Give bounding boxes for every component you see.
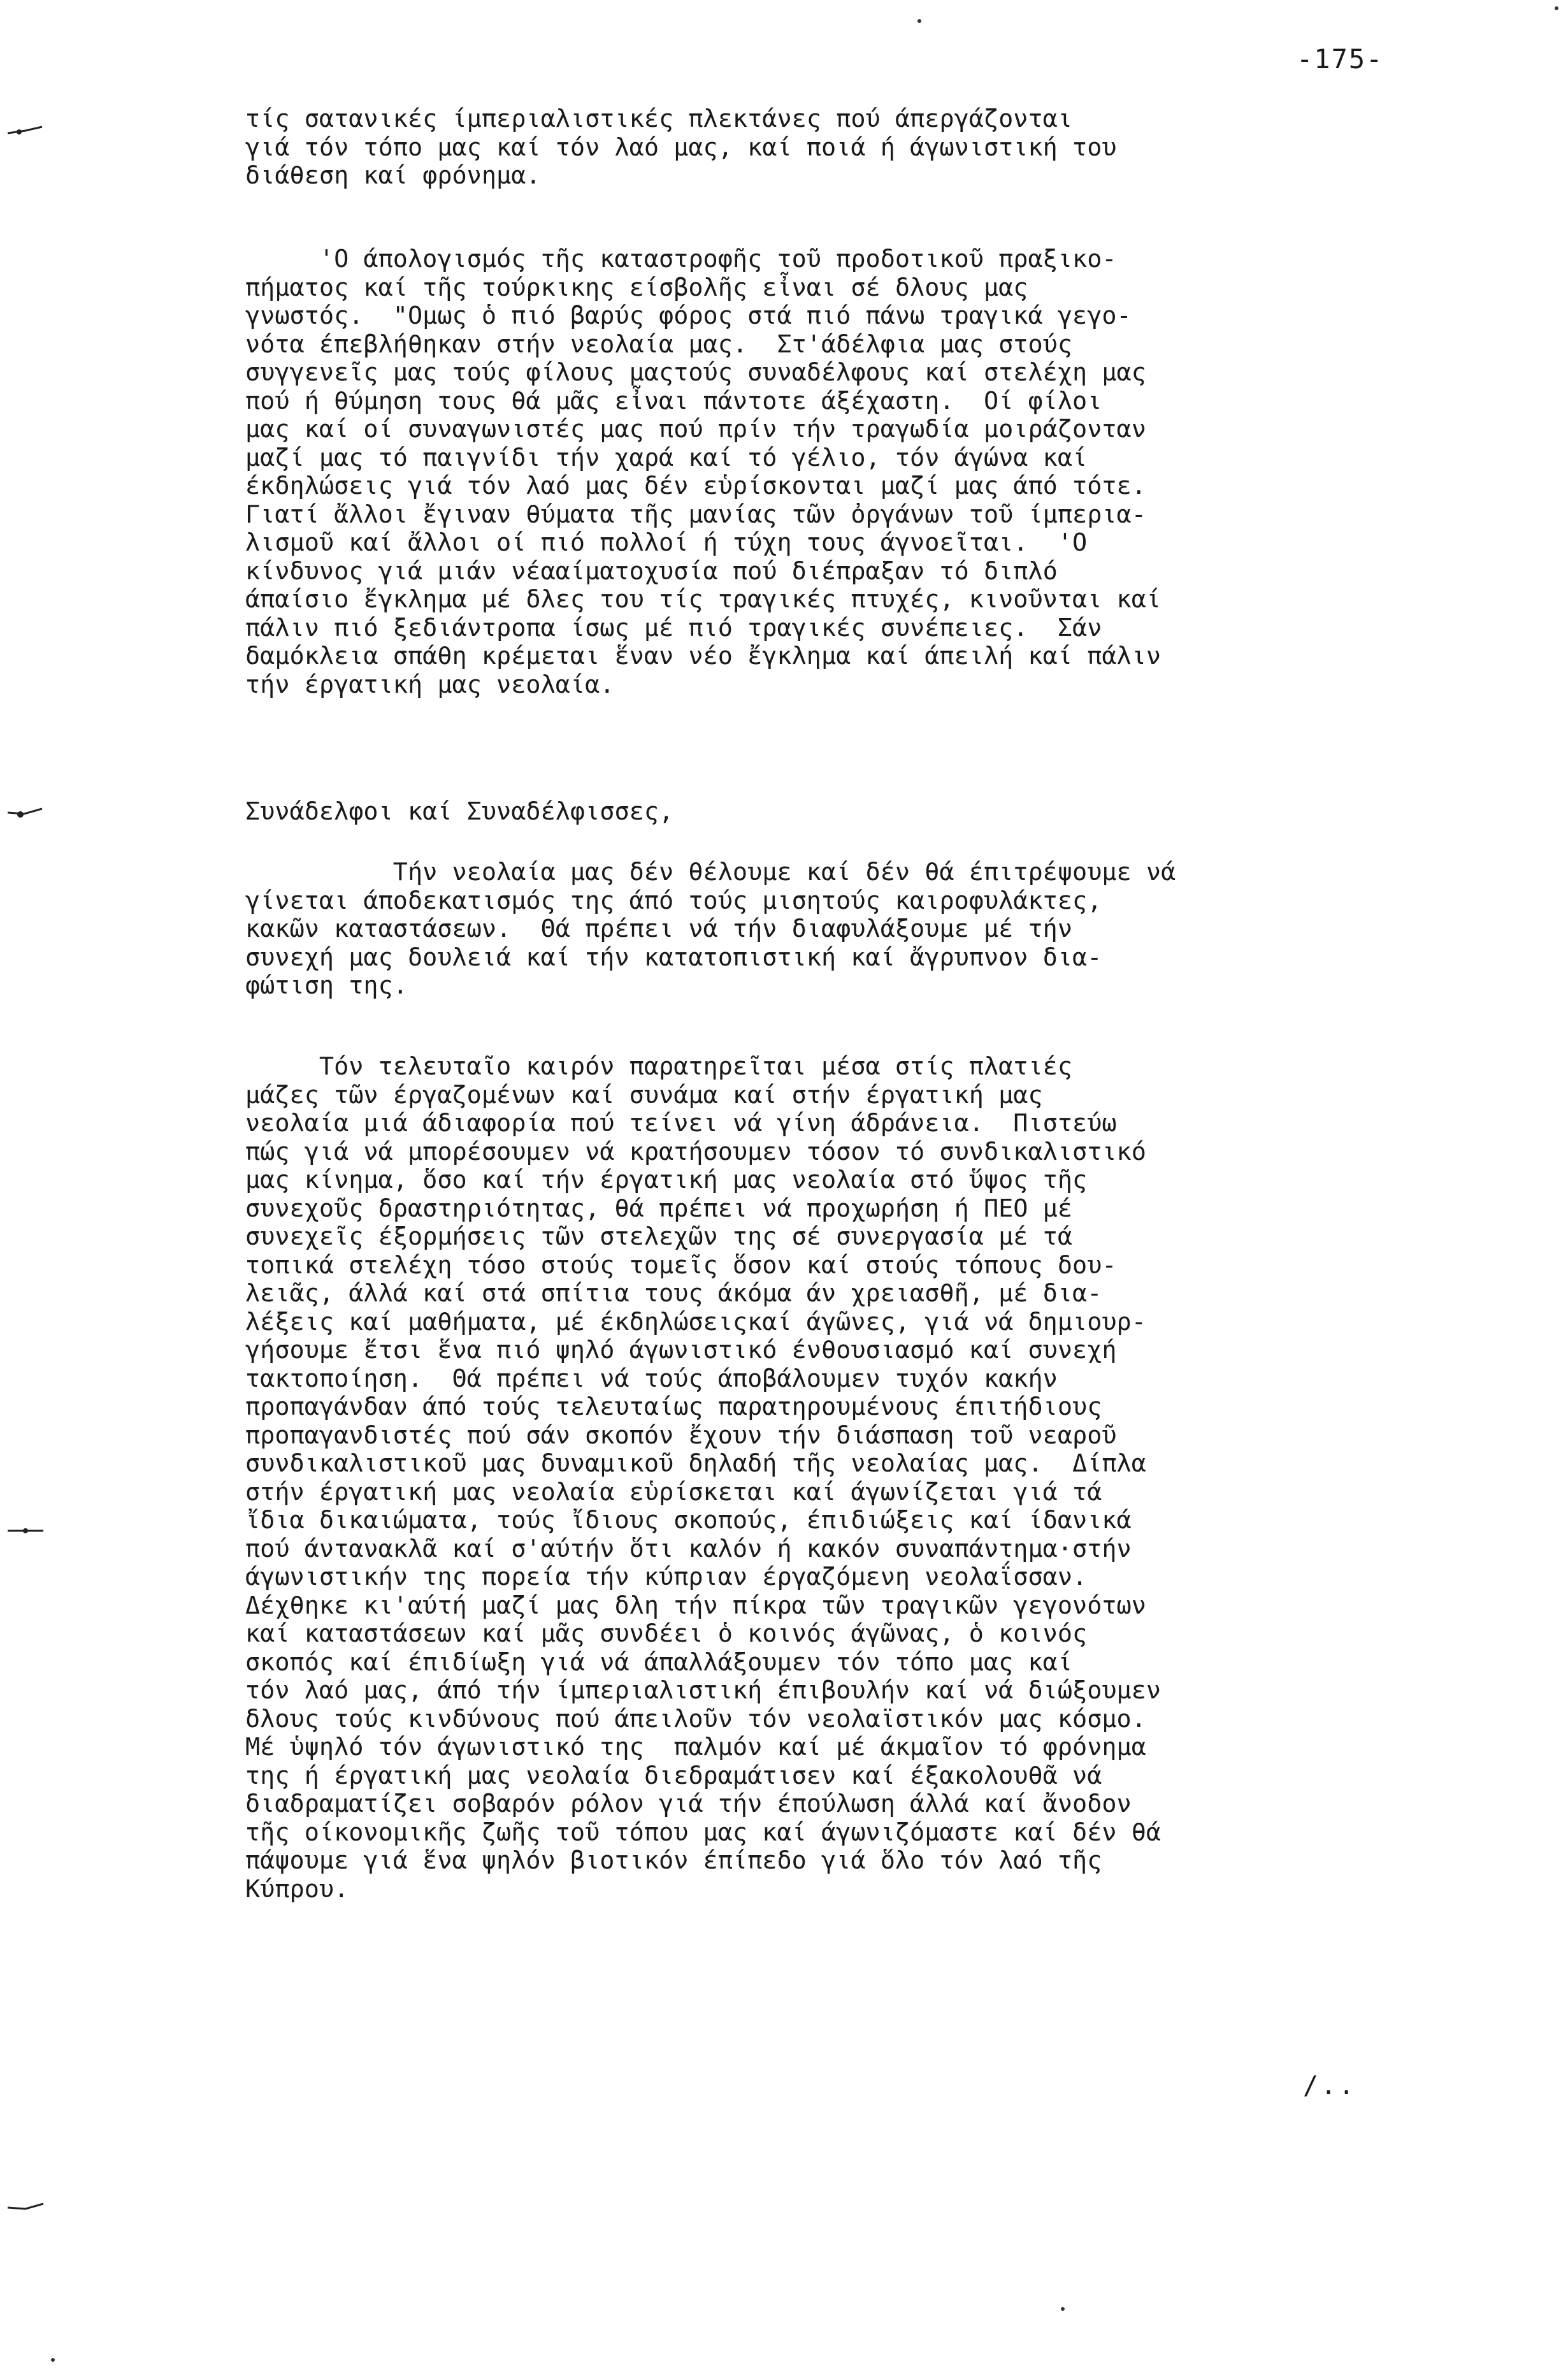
- text-line: δλους τούς κινδύνους πού άπειλοῦν τόν νεολαϊστικόν μας κόσμο.: [245, 1704, 1146, 1733]
- page-number: -175-: [1297, 43, 1384, 75]
- text-line: Συνάδελφοι καί Συναδέλφισσες,: [245, 797, 674, 826]
- text-line: 'Ο άπολογισμός τῆς καταστροφῆς τοῦ προδοτικοῦ πραξικο-: [245, 245, 1117, 273]
- text-line: πώς γιά νά μπορέσουμεν νά κρατήσουμεν τόσον τό συνδικαλιστικό: [245, 1137, 1146, 1166]
- paragraph-3: [245, 858, 1469, 1001]
- text-line: πήματος καί τῆς τούρκικης είσβολῆς εἶναι σέ δλους μας: [245, 273, 1028, 302]
- margin-artifact-mark: [6, 1523, 45, 1538]
- text-line: Μέ ὑψηλό τόν άγωνιστικό της παλμόν καί μέ άκμαῖον τό φρόνημα: [245, 1733, 1146, 1761]
- text-line: τακτοποίηση. Θά πρέπει νά τούς άποβάλουμεν τυχόν κακήν: [245, 1364, 1058, 1393]
- text-line: κακῶν καταστάσεων. Θά πρέπει νά τήν διαφυλάξουμε μέ τήν: [245, 915, 1073, 943]
- text-line: διαδραματίζει σοβαρόν ρόλον γιά τήν έπούλωση άλλά καί ἄνοδον: [245, 1790, 1132, 1818]
- paragraph-2: [245, 245, 1469, 699]
- text-line: φώτιση της.: [245, 971, 408, 1000]
- text-line: λέξεις καί μαθήματα, μέ έκδηλώσειςκαί άγῶνες, γιά νά δημιουρ-: [245, 1307, 1146, 1336]
- text-line: Κύπρου.: [245, 1874, 349, 1904]
- text-line: Δέχθηκε κι'αύτή μαζί μας δλη τήν πίκρα τῶν τραγικῶν γεγονότων: [245, 1591, 1146, 1620]
- text-line: γίνεται άποδεκατισμός της άπό τούς μισητούς καιροφυλάκτες,: [245, 886, 1102, 915]
- text-line: λειᾶς, άλλά καί στά σπίτια τους άκόμα άν χρειασθῆ, μέ δια-: [245, 1279, 1102, 1308]
- scan-speck: [917, 19, 921, 23]
- text-line: ἴδια δικαιώματα, τούς ἴδιους σκοπούς, έπιδιώξεις καί ίδανικά: [245, 1506, 1132, 1535]
- margin-artifact-mark: [6, 124, 45, 140]
- text-line: μας καί οί συναγωνιστές μας πού πρίν τήν τραγωδία μοιράζονταν: [245, 415, 1146, 444]
- salutation: [245, 798, 1469, 827]
- paragraph-4: [245, 1053, 1469, 1904]
- text-line: καί καταστάσεων καί μᾶς συνδέει ὁ κοινός άγῶνας, ὁ κοινός: [245, 1619, 1088, 1648]
- text-line: άπαίσιο ἔγκλημα μέ δλες του τίς τραγικές πτυχές, κινοῦνται καί: [245, 585, 1162, 614]
- continuation-mark: /..: [1303, 2071, 1357, 2101]
- text-line: συνδικαλιστικοῦ μας δυναμικοῦ δηλαδή τῆς νεολαίας μας. Δίπλα: [245, 1449, 1146, 1478]
- scan-speck: [1061, 2307, 1065, 2311]
- text-line: γιά τόν τόπο μας καί τόν λαό μας, καί ποιά ή άγωνιστική του: [245, 133, 1117, 162]
- text-line: προπαγανδιστές πού σάν σκοπόν ἔχουν τήν διάσπαση τοῦ νεαροῦ: [245, 1421, 1117, 1450]
- text-line: συνεχοῦς δραστηριότητας, θά πρέπει νά προχωρήση ή ΠΕΟ μέ: [245, 1194, 1073, 1223]
- text-line: τοπικά στελέχη τόσο στούς τομεῖς ὅσον καί στούς τόπους δου-: [245, 1250, 1117, 1280]
- text-line: γήσουμε ἔτσι ἕνα πιό ψηλό άγωνιστικό ένθουσιασμό καί συνεχή: [245, 1336, 1117, 1364]
- text-line: έκδηλώσεις γιά τόν λαό μας δέν εὑρίσκονται μαζί μας άπό τότε.: [245, 472, 1146, 500]
- text-line: νότα έπεβλήθηκαν στήν νεολαία μας. Στ'άδέλφια μας στούς: [245, 329, 1073, 359]
- text-line: Γιατί ἄλλοι ἔγιναν θύματα τῆς μανίας τῶν ὀργάνων τοῦ ίμπερια-: [245, 500, 1146, 529]
- text-line: σκοπός καί έπιδίωξη γιά νά άπαλλάξουμεν τόν τόπο μας καί: [245, 1647, 1073, 1677]
- text-line: μάζες τῶν έργαζομένων καί συνάμα καί στήν έργατική μας: [245, 1080, 1043, 1110]
- text-line: συνεχή μας δουλειά καί τήν κατατοπιστική καί ἄγρυπνον δια-: [245, 943, 1102, 972]
- text-line: πάλιν πιό ξεδιάντροπα ίσως μέ πιό τραγικές συνέπειες. Σάν: [245, 613, 1102, 642]
- text-line: τήν έργατική μας νεολαία.: [245, 670, 615, 699]
- text-line: συνεχεῖς έξορμήσεις τῶν στελεχῶν της σέ συνεργασία μέ τά: [245, 1222, 1073, 1251]
- text-line: λισμοῦ καί ἄλλοι οί πιό πολλοί ή τύχη τους άγνοεῖται. 'Ο: [245, 528, 1088, 557]
- text-line: μας κίνημα, ὅσο καί τήν έργατική μας νεολαία στό ὕψος τῆς: [245, 1166, 1088, 1194]
- text-line: κίνδυνος γιά μιάν νέααίματοχυσία πού διέπραξαν τό διπλό: [245, 556, 1058, 586]
- text-line: συγγενεῖς μας τούς φίλους μαςτούς συναδέλφους καί στελέχη μας: [245, 358, 1146, 387]
- text-line: νεολαία μιά άδιαφορία πού τείνει νά γίνη άδράνεια. Πιστεύω: [245, 1109, 1117, 1138]
- text-line: τῆς οίκονομικῆς ζωῆς τοῦ τόπου μας καί άγωνιζόμαστε καί δέν θά: [245, 1818, 1162, 1847]
- text-line: άγωνιστικήν της πορεία τήν κύπριαν έργαζόμενη νεολαΐσσαν.: [245, 1563, 1088, 1591]
- text-line: τίς σατανικές ίμπεριαλιστικές πλεκτάνες πού άπεργάζονται: [245, 105, 1073, 133]
- text-line: Τήν νεολαία μας δέν θέλουμε καί δέν θά έπιτρέψουμε νά: [245, 858, 1176, 886]
- text-line: πού ή θύμηση τους θά μᾶς εἶναι πάντοτε άξέχαστη. Οί φίλοι: [245, 386, 1102, 416]
- text-line: στήν έργατική μας νεολαία εὑρίσκεται καί άγωνίζεται γιά τά: [245, 1477, 1102, 1507]
- text-line: τόν λαό μας, άπό τήν ίμπεριαλιστική έπιβουλήν καί νά διώξουμεν: [245, 1676, 1162, 1705]
- text-line: πάψουμε γιά ἕνα ψηλόν βιοτικόν έπίπεδο γιά ὅλο τόν λαό τῆς: [245, 1846, 1102, 1875]
- scan-speck: [1555, 6, 1558, 10]
- scan-speck: [51, 2358, 55, 2362]
- text-line: πού άντανακλᾶ καί σ'αύτήν ὅτι καλόν ή κακόν συναπάντημα·στήν: [245, 1534, 1132, 1563]
- text-line: διάθεση καί φρόνημα.: [245, 161, 541, 190]
- paragraph-1: [245, 105, 1469, 191]
- margin-artifact-mark: [6, 2199, 45, 2214]
- text-line: προπαγάνδαν άπό τούς τελευταίως παρατηρουμένους έπιτήδιους: [245, 1392, 1102, 1421]
- text-line: δαμόκλεια σπάθη κρέμεται ἕναν νέο ἔγκλημα καί άπειλή καί πάλιν: [245, 642, 1162, 670]
- text-line: Τόν τελευταῖο καιρόν παρατηρεῖται μέσα στίς πλατιές: [245, 1052, 1073, 1081]
- text-line: μαζί μας τό παιγνίδι τήν χαρά καί τό γέλιο, τόν άγώνα καί: [245, 443, 1088, 472]
- text-line: γνωστός. "Ομως ὁ πιό βαρύς φόρος στά πιό πάνω τραγικά γεγο-: [245, 301, 1132, 330]
- margin-artifact-mark: [6, 806, 45, 821]
- text-line: της ή έργατική μας νεολαία διεδραμάτισεν καί έξακολουθᾶ νά: [245, 1761, 1102, 1790]
